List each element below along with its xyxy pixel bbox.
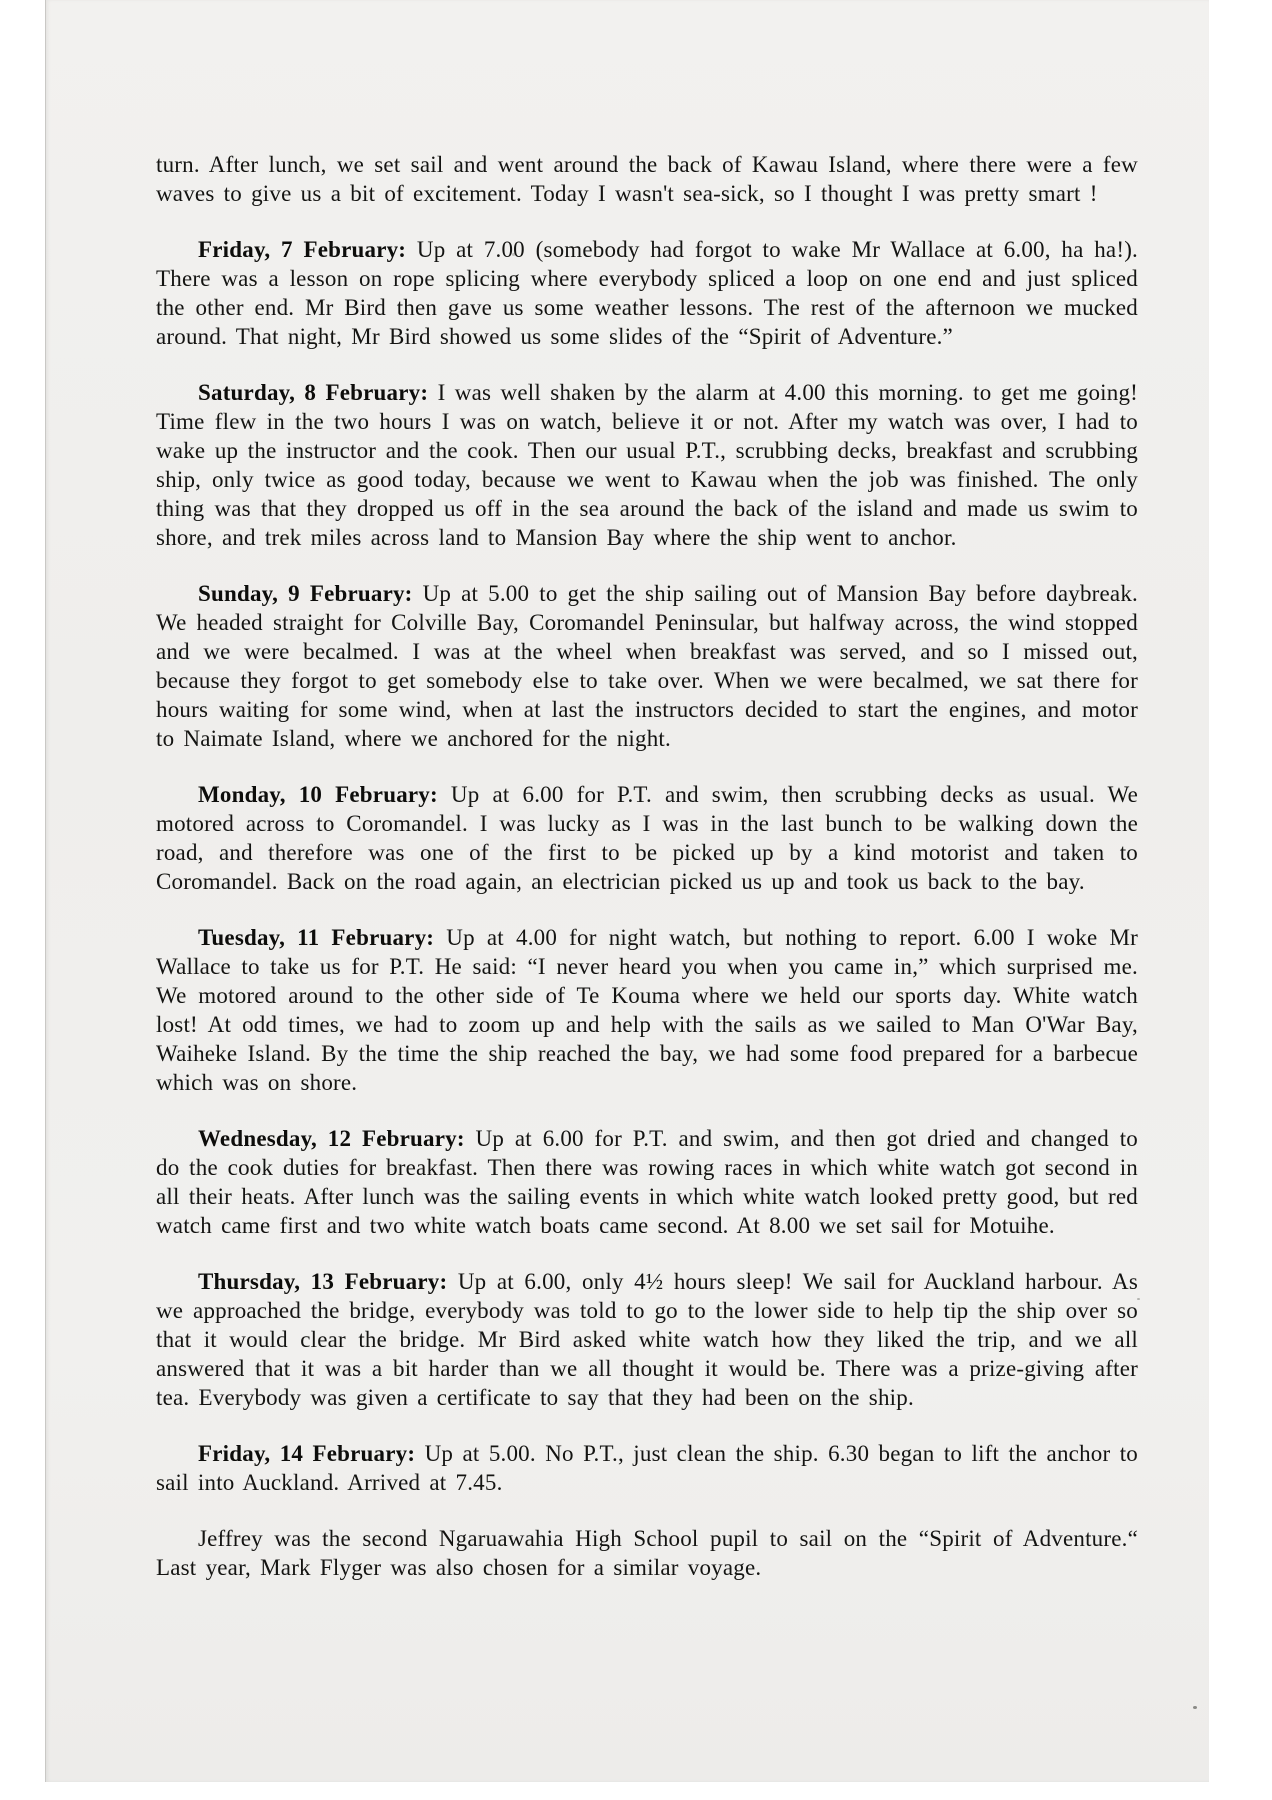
entry-heading: Friday, 14 February: (198, 1441, 416, 1466)
entry-body: Up at 4.00 for night watch, but nothing to report. 6.00 I woke Mr Wallace to take us for P.T. He said: “I never heard you when you came in,” which surprised me. We motored around to the other side of Te Kouma where we held our sports day. White watch lost! At odd times, we had to zoom up and help with the sails as we sailed to Man O'War Bay, Waiheke Island. By the time the ship reached the bay, we had some food prepared for a barbecue which was on shore. (156, 925, 1138, 1095)
entry-body: Up at 6.00, only 4½ hours sleep! We sail for Auckland harbour. As we approached the bridge, everybody was told to go to the lower side to help tip the ship over so that it would clear the bridge. Mr Bird asked white watch how they liked the trip, and we all answered that it was a bit harder than we all thought it would be. There was a prize-giving after tea. Everybody was given a certificate to say that they had been on the ship. (156, 1269, 1138, 1410)
entry-body: Up at 7.00 (somebody had forgot to wake Mr Wallace at 6.00, ha ha!). There was a lesson on rope splicing where everybody spliced a loop on one end and just spliced the other end. Mr Bird then gave us some weather lessons. The rest of the afternoon we mucked around. That night, Mr Bird showed us some slides of the “Spirit of Adventure.” (156, 237, 1139, 349)
entry-body: Up at 6.00 for P.T. and swim, then scrubbing decks as usual. We motored across to Coromandel. I was lucky as I was in the last bunch to be walking down the road, and therefore was one of the first to be picked up by a kind motorist and taken to Coromandel. Back on the road again, an electrician picked us up and took us back to the bay. (156, 782, 1139, 894)
diary-entry (156, 1524, 1138, 1582)
entry-body: Up at 6.00 for P.T. and swim, and then got dried and changed to do the cook duties for breakfast. Then there was rowing races in which white watch got second in all their heats. After lunch was the sailing events in which white watch looked pretty good, but red watch came first and two white watch boats came second. At 8.00 we set sail for Motuihe. (156, 1126, 1139, 1238)
diary-entry (156, 1439, 1138, 1497)
diary-entry (156, 780, 1138, 896)
scan-speck (1193, 1706, 1197, 1709)
diary-entry (156, 235, 1138, 351)
entry-heading: Wednesday, 12 February: (198, 1126, 465, 1151)
diary-entry (156, 150, 1138, 208)
entry-heading: Monday, 10 February: (198, 782, 438, 807)
entry-heading: Saturday, 8 February: (198, 380, 429, 405)
diary-entry (156, 579, 1138, 753)
diary-entry (156, 923, 1138, 1097)
entry-heading: Sunday, 9 February: (198, 581, 413, 606)
entry-heading: Friday, 7 February: (198, 237, 407, 262)
entry-body: turn. After lunch, we set sail and went around the back of Kawau Island, where there were a few waves to give us a bit of excitement. Today I wasn't sea-sick, so I thought I was pretty smart ! (156, 152, 1138, 206)
diary-entry (156, 378, 1138, 552)
page-paper (45, 0, 1209, 1782)
diary-text-block (156, 150, 1138, 1609)
entry-body: Up at 5.00. No P.T., just clean the ship. 6.30 began to lift the anchor to sail into Auckland. Arrived at 7.45. (156, 1441, 1138, 1495)
entry-body: I was well shaken by the alarm at 4.00 this morning. to get me going! Time flew in the two hours I was on watch, believe it or not. After my watch was over, I had to wake up the instructor and the cook. Then our usual P.T., scrubbing decks, breakfast and scrubbing ship, only twice as good today, because we went to Kawau when the job was finished. The only thing was that they dropped us off in the sea around the back of the island and made us swim to shore, and trek miles across land to Mansion Bay where the ship went to anchor. (156, 380, 1139, 550)
entry-body: Up at 5.00 to get the ship sailing out of Mansion Bay before daybreak. We headed straight for Colville Bay, Coromandel Peninsular, but halfway across, the wind stopped and we were becalmed. I was at the wheel when breakfast was served, and so I missed out, because they forgot to get somebody else to take over. When we were becalmed, we sat there for hours waiting for some wind, when at last the instructors decided to start the engines, and motor to Naimate Island, where we anchored for the night. (156, 581, 1138, 751)
diary-entry (156, 1124, 1138, 1240)
diary-entry (156, 1267, 1138, 1412)
entry-body: Jeffrey was the second Ngaruawahia High School pupil to sail on the “Spirit of Adventure.“ Last year, Mark Flyger was also chosen for a similar voyage. (156, 1526, 1138, 1580)
entry-heading: Thursday, 13 February: (198, 1269, 448, 1294)
entry-heading: Tuesday, 11 February: (198, 925, 435, 950)
